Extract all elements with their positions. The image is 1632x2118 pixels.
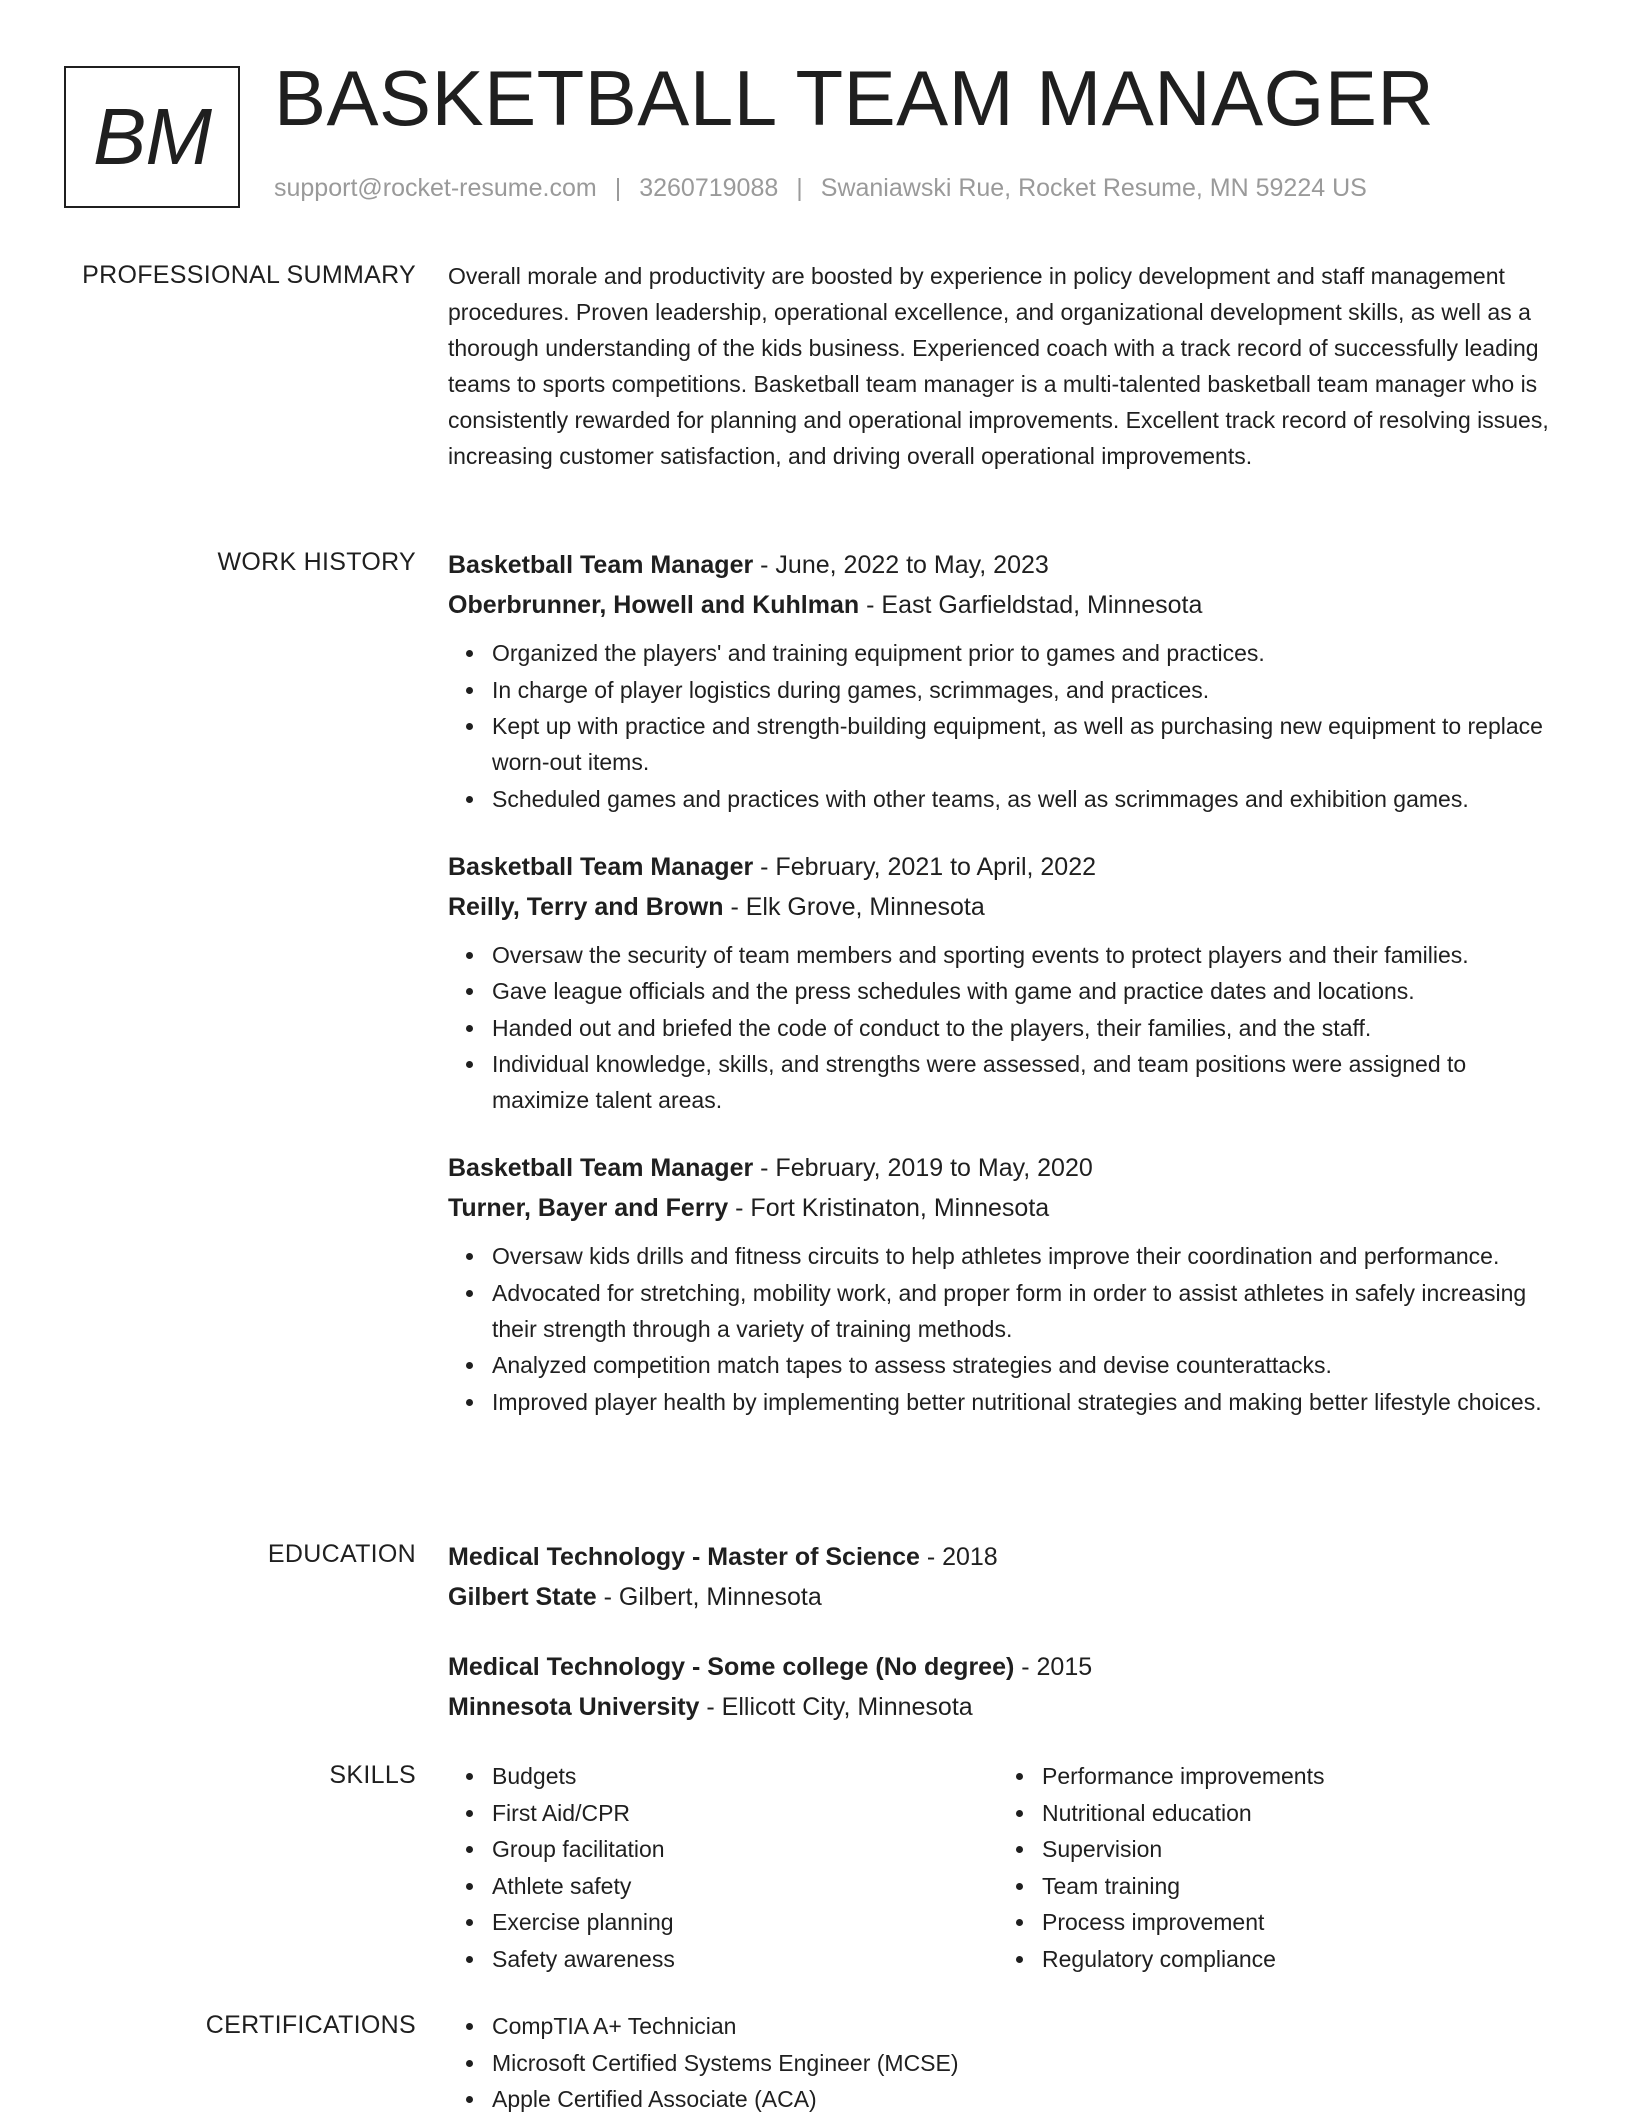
list-item: Gave league officials and the press schedules with game and practice dates and locations.: [492, 973, 1564, 1009]
section-heading: CERTIFICATIONS: [205, 2011, 416, 2039]
list-item: Budgets: [492, 1758, 998, 1794]
skills-grid: [448, 1758, 1564, 1977]
job-bullets: [448, 635, 1564, 817]
job-title: Basketball Team Manager: [448, 551, 754, 579]
job-title: Basketball Team Manager: [448, 1154, 754, 1182]
job-company: Turner, Bayer and Ferry: [448, 1194, 729, 1222]
section-heading: EDUCATION: [267, 1540, 416, 1568]
list-item: In charge of player logistics during games, scrimmages, and practices.: [492, 672, 1564, 708]
education-school: Gilbert State: [448, 1583, 597, 1611]
list-item: Group facilitation: [492, 1831, 998, 1867]
education-school-line: [448, 1577, 1564, 1617]
job-location: - Elk Grove, Minnesota: [723, 892, 985, 921]
education-entry: [448, 1647, 1564, 1727]
job-dates: - June, 2022 to May, 2023: [753, 551, 1049, 579]
education-degree-line: [448, 1537, 1564, 1577]
list-item: Process improvement: [1042, 1904, 1548, 1940]
list-item: Safety awareness: [492, 1941, 998, 1977]
job-company-line: [448, 1188, 1564, 1228]
education-degree: Medical Technology - Master of Science: [448, 1543, 920, 1571]
job-title-line: [448, 1148, 1564, 1188]
job-entry: [448, 545, 1564, 817]
skills-list: [998, 1758, 1548, 1977]
education-year: - 2015: [1014, 1653, 1093, 1681]
job-location: - Fort Kristinaton, Minnesota: [728, 1194, 1050, 1222]
contact-separator: |: [796, 174, 803, 202]
job-title-line: [448, 545, 1564, 585]
list-item: Nutritional education: [1042, 1795, 1548, 1831]
job-company: Oberbrunner, Howell and Kuhlman: [448, 591, 860, 619]
list-item: Advocated for stretching, mobility work, and proper form in order to assist athletes in safely increasing their strength through a variety of training methods.: [492, 1275, 1564, 1347]
monogram-logo: [64, 66, 240, 208]
job-company-line: [448, 585, 1564, 625]
education-location: - Ellicott City, Minnesota: [699, 1693, 973, 1721]
list-item: Athlete safety: [492, 1868, 998, 1904]
section-heading: WORK HISTORY: [217, 548, 416, 576]
list-item: Microsoft Certified Systems Engineer (MCSE): [492, 2045, 1564, 2081]
job-title: Basketball Team Manager: [448, 852, 754, 881]
education-school-line: [448, 1687, 1564, 1727]
list-item: Exercise planning: [492, 1904, 998, 1940]
job-company-line: [448, 887, 1564, 927]
list-item: Individual knowledge, skills, and strengths were assessed, and team positions were assigned to maximize talent areas.: [492, 1046, 1564, 1118]
list-item: Performance improvements: [1042, 1758, 1548, 1794]
list-item: Oversaw the security of team members and sporting events to protect players and their families.: [492, 937, 1564, 973]
skills-list: [448, 1758, 998, 1977]
contact-address: Swaniawski Rue, Rocket Resume, MN 59224 US: [820, 174, 1367, 202]
contact-line: [274, 174, 1367, 203]
education-entry: [448, 1537, 1564, 1617]
education-degree: Medical Technology - Some college (No degree): [448, 1653, 1015, 1681]
candidate-name: BASKETBALL TEAM MANAGER: [274, 54, 1435, 142]
list-item: Supervision: [1042, 1831, 1548, 1867]
list-item: Team training: [1042, 1868, 1548, 1904]
education-location: - Gilbert, Minnesota: [596, 1583, 822, 1611]
list-item: Regulatory compliance: [1042, 1941, 1548, 1977]
job-dates: - February, 2019 to May, 2020: [753, 1154, 1093, 1182]
list-item: Handed out and briefed the code of conduct to the players, their families, and the staff.: [492, 1010, 1564, 1046]
job-bullets: [448, 937, 1564, 1119]
list-item: Oversaw kids drills and fitness circuits to help athletes improve their coordination and performance.: [492, 1238, 1564, 1274]
list-item: Organized the players' and training equipment prior to games and practices.: [492, 635, 1564, 671]
job-company: Reilly, Terry and Brown: [448, 892, 724, 921]
contact-phone: 3260719088: [639, 174, 779, 202]
skills-column-left: [448, 1758, 998, 1977]
list-item: Scheduled games and practices with other teams, as well as scrimmages and exhibition games.: [492, 781, 1564, 817]
section-heading: PROFESSIONAL SUMMARY: [82, 261, 416, 289]
job-dates: - February, 2021 to April, 2022: [753, 852, 1097, 881]
certifications-list: [448, 2008, 1564, 2117]
monogram-text: BM: [93, 92, 211, 181]
list-item: First Aid/CPR: [492, 1795, 998, 1831]
list-item: Apple Certified Associate (ACA): [492, 2081, 1564, 2117]
list-item: Improved player health by implementing better nutritional strategies and making better lifestyle choices.: [492, 1384, 1564, 1420]
list-item: Analyzed competition match tapes to assess strategies and devise counterattacks.: [492, 1347, 1564, 1383]
contact-email: support@rocket-resume.com: [274, 174, 597, 202]
job-location: - East Garfieldstad, Minnesota: [859, 591, 1203, 619]
education-degree-line: [448, 1647, 1564, 1687]
contact-separator: |: [614, 174, 622, 202]
skills-column-right: [998, 1758, 1548, 1977]
job-entry: [448, 847, 1564, 1119]
job-bullets: [448, 1238, 1564, 1420]
section-heading: SKILLS: [329, 1761, 416, 1789]
job-entry: [448, 1148, 1564, 1420]
education-school: Minnesota University: [448, 1693, 700, 1721]
list-item: Kept up with practice and strength-building equipment, as well as purchasing new equipment to replace worn-out items.: [492, 708, 1564, 780]
education-year: - 2018: [919, 1543, 998, 1571]
summary-text: Overall morale and productivity are boosted by experience in policy development and staff management procedures. Proven leadership, operational excellence, and organizational development skills, as well as a thorough understanding of the kids business. Experienced coach with a track record of successfully leading teams to sports competitions. Basketball team manager is a multi-talented basketball team manager who is consistently rewarded for planning and operational improvements. Excellent track record of resolving issues, increasing customer satisfaction, and driving overall operational improvements.: [448, 263, 1549, 469]
job-title-line: [448, 847, 1564, 887]
list-item: CompTIA A+ Technician: [492, 2008, 1564, 2044]
